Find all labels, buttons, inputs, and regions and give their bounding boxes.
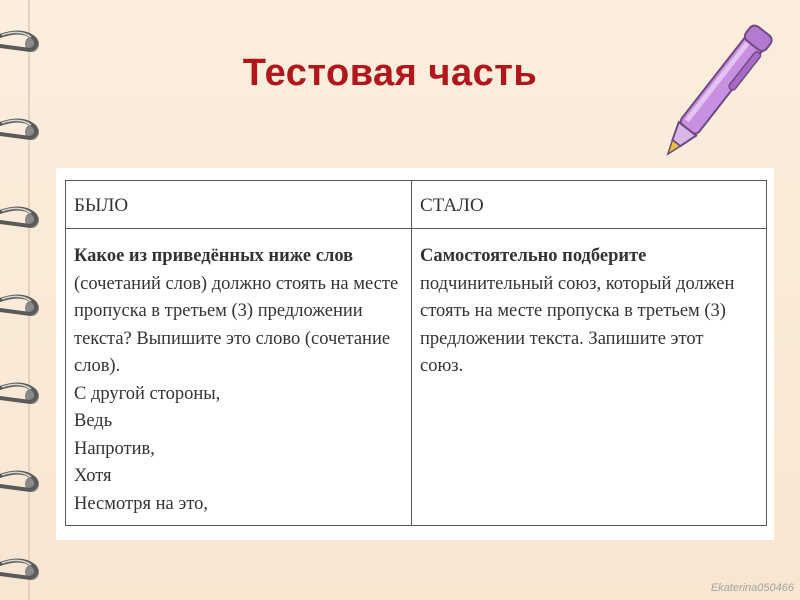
after-task-line: стоять на месте пропуска в третьем (3) bbox=[420, 301, 726, 321]
binding-ring bbox=[0, 296, 39, 316]
answer-option: Хотя bbox=[74, 466, 112, 486]
before-task-lead: Какое из приведённых ниже слов bbox=[74, 246, 354, 266]
answer-option: Ведь bbox=[74, 411, 113, 431]
header-before: БЫЛО bbox=[66, 181, 412, 229]
before-task-line: пропуска в третьем (3) предложении bbox=[74, 301, 363, 321]
binding-ring bbox=[0, 120, 39, 140]
answer-option: Напротив, bbox=[74, 438, 155, 459]
slide-title: Тестовая часть bbox=[242, 52, 538, 94]
binding-ring bbox=[0, 208, 39, 228]
binding-ring bbox=[0, 560, 39, 580]
content-card bbox=[56, 168, 774, 540]
after-task-lead: Самостоятельно подберите bbox=[420, 246, 647, 266]
comparison-table bbox=[65, 180, 767, 526]
before-task-line: (сочетаний слов) должно стоять на месте bbox=[74, 273, 399, 294]
answer-option: С другой стороны, bbox=[74, 383, 221, 404]
binding-ring bbox=[0, 32, 39, 52]
before-task-line: текста? Выпишите это слово (сочетание bbox=[74, 328, 391, 349]
author-watermark: Ekaterina050466 bbox=[710, 582, 794, 594]
after-task-line: предложении текста. Запишите этот bbox=[420, 328, 704, 349]
pen-icon bbox=[655, 12, 775, 172]
table-body-row bbox=[66, 229, 767, 526]
header-after: СТАЛО bbox=[412, 181, 767, 229]
answer-option: Несмотря на это, bbox=[74, 493, 209, 514]
before-task-line: слов). bbox=[74, 356, 121, 376]
binding-ring bbox=[0, 472, 39, 492]
binding-ring bbox=[0, 384, 39, 404]
after-task-line: подчинительный союз, который должен bbox=[420, 273, 735, 294]
cell-after bbox=[412, 229, 767, 526]
table-header-row bbox=[66, 181, 767, 229]
after-task-line: союз. bbox=[420, 356, 464, 376]
cell-before bbox=[66, 229, 412, 526]
